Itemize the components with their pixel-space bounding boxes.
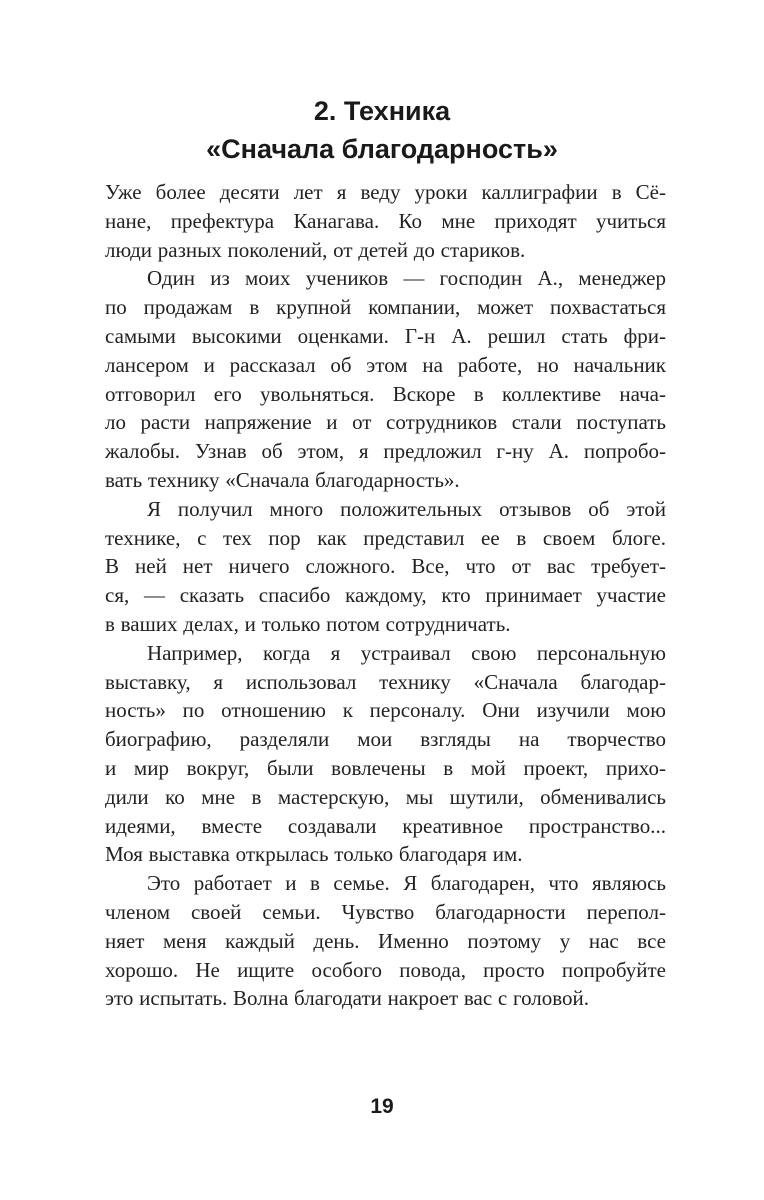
text-line: нане, префектура Канагава. Ко мне приходят учиться bbox=[105, 208, 666, 233]
text-line: ность» по отношению к персоналу. Они изучили мою bbox=[105, 698, 666, 723]
paragraph bbox=[105, 264, 666, 494]
paragraph bbox=[105, 178, 666, 264]
text-line: Например, когда я устраивал свою персональную bbox=[147, 640, 666, 665]
page-number: 19 bbox=[370, 1095, 394, 1118]
text-line: и мир вокруг, были вовлечены в мой проект, прихо- bbox=[105, 755, 666, 780]
text-line: отговорил его увольняться. Вскоре в коллективе нача- bbox=[105, 381, 666, 406]
text-line: люди разных поколений, от детей до стариков. bbox=[105, 237, 526, 262]
text-line: биографию, разделяли мои взгляды на творчество bbox=[105, 727, 666, 752]
text-line: в ваших делах, и только потом сотрудничать. bbox=[105, 611, 511, 636]
text-line: технике, с тех пор как представил ее в своем блоге. bbox=[105, 525, 666, 550]
text-line: жалобы. Узнав об этом, я предложил г-ну А. попробо- bbox=[105, 439, 666, 464]
text-line: по продажам в крупной компании, может похвастаться bbox=[105, 295, 666, 320]
text-line: Это работает и в семье. Я благодарен, что являюсь bbox=[147, 871, 666, 896]
paragraph bbox=[105, 639, 666, 869]
body-text bbox=[105, 178, 666, 1013]
chapter-title bbox=[0, 92, 764, 168]
text-line: лансером и рассказал об этом на работе, но начальник bbox=[105, 352, 666, 377]
text-line: ся, — сказать спасибо каждому, кто принимает участие bbox=[105, 583, 666, 608]
text-line: выставку, я использовал технику «Сначала благодар- bbox=[105, 669, 666, 694]
text-line: вать технику «Сначала благодарность». bbox=[105, 467, 460, 492]
text-line: это испытать. Волна благодати накроет вас с головой. bbox=[105, 986, 590, 1011]
paragraph bbox=[105, 495, 666, 639]
text-line: самыми высокими оценками. Г-н А. решил стать фри- bbox=[105, 323, 666, 348]
text-line: дили ко мне в мастерскую, мы шутили, обменивались bbox=[105, 784, 666, 809]
text-line: членом своей семьи. Чувство благодарности перепол- bbox=[105, 899, 666, 924]
chapter-title-line1: 2. Техника bbox=[313, 96, 451, 126]
text-line: няет меня каждый день. Именно поэтому у нас все bbox=[105, 928, 666, 953]
chapter-title-line2: «Сначала благодарность» bbox=[206, 134, 558, 164]
paragraph bbox=[105, 869, 666, 1013]
text-line: идеями, вместе создавали креативное пространство... bbox=[105, 813, 666, 838]
text-line: Моя выставка открылась только благодаря им. bbox=[105, 842, 523, 867]
text-line: Я получил много положительных отзывов об этой bbox=[147, 496, 666, 521]
text-line: В ней нет ничего сложного. Все, что от вас требует- bbox=[105, 554, 666, 579]
text-line: Один из моих учеников — господин А., менеджер bbox=[147, 266, 666, 291]
text-line: Уже более десяти лет я веду уроки каллиграфии в Сё- bbox=[105, 180, 666, 204]
text-line: ло расти напряжение и от сотрудников стали поступать bbox=[105, 410, 666, 435]
text-line: хорошо. Не ищите особого повода, просто попробуйте bbox=[105, 957, 666, 982]
